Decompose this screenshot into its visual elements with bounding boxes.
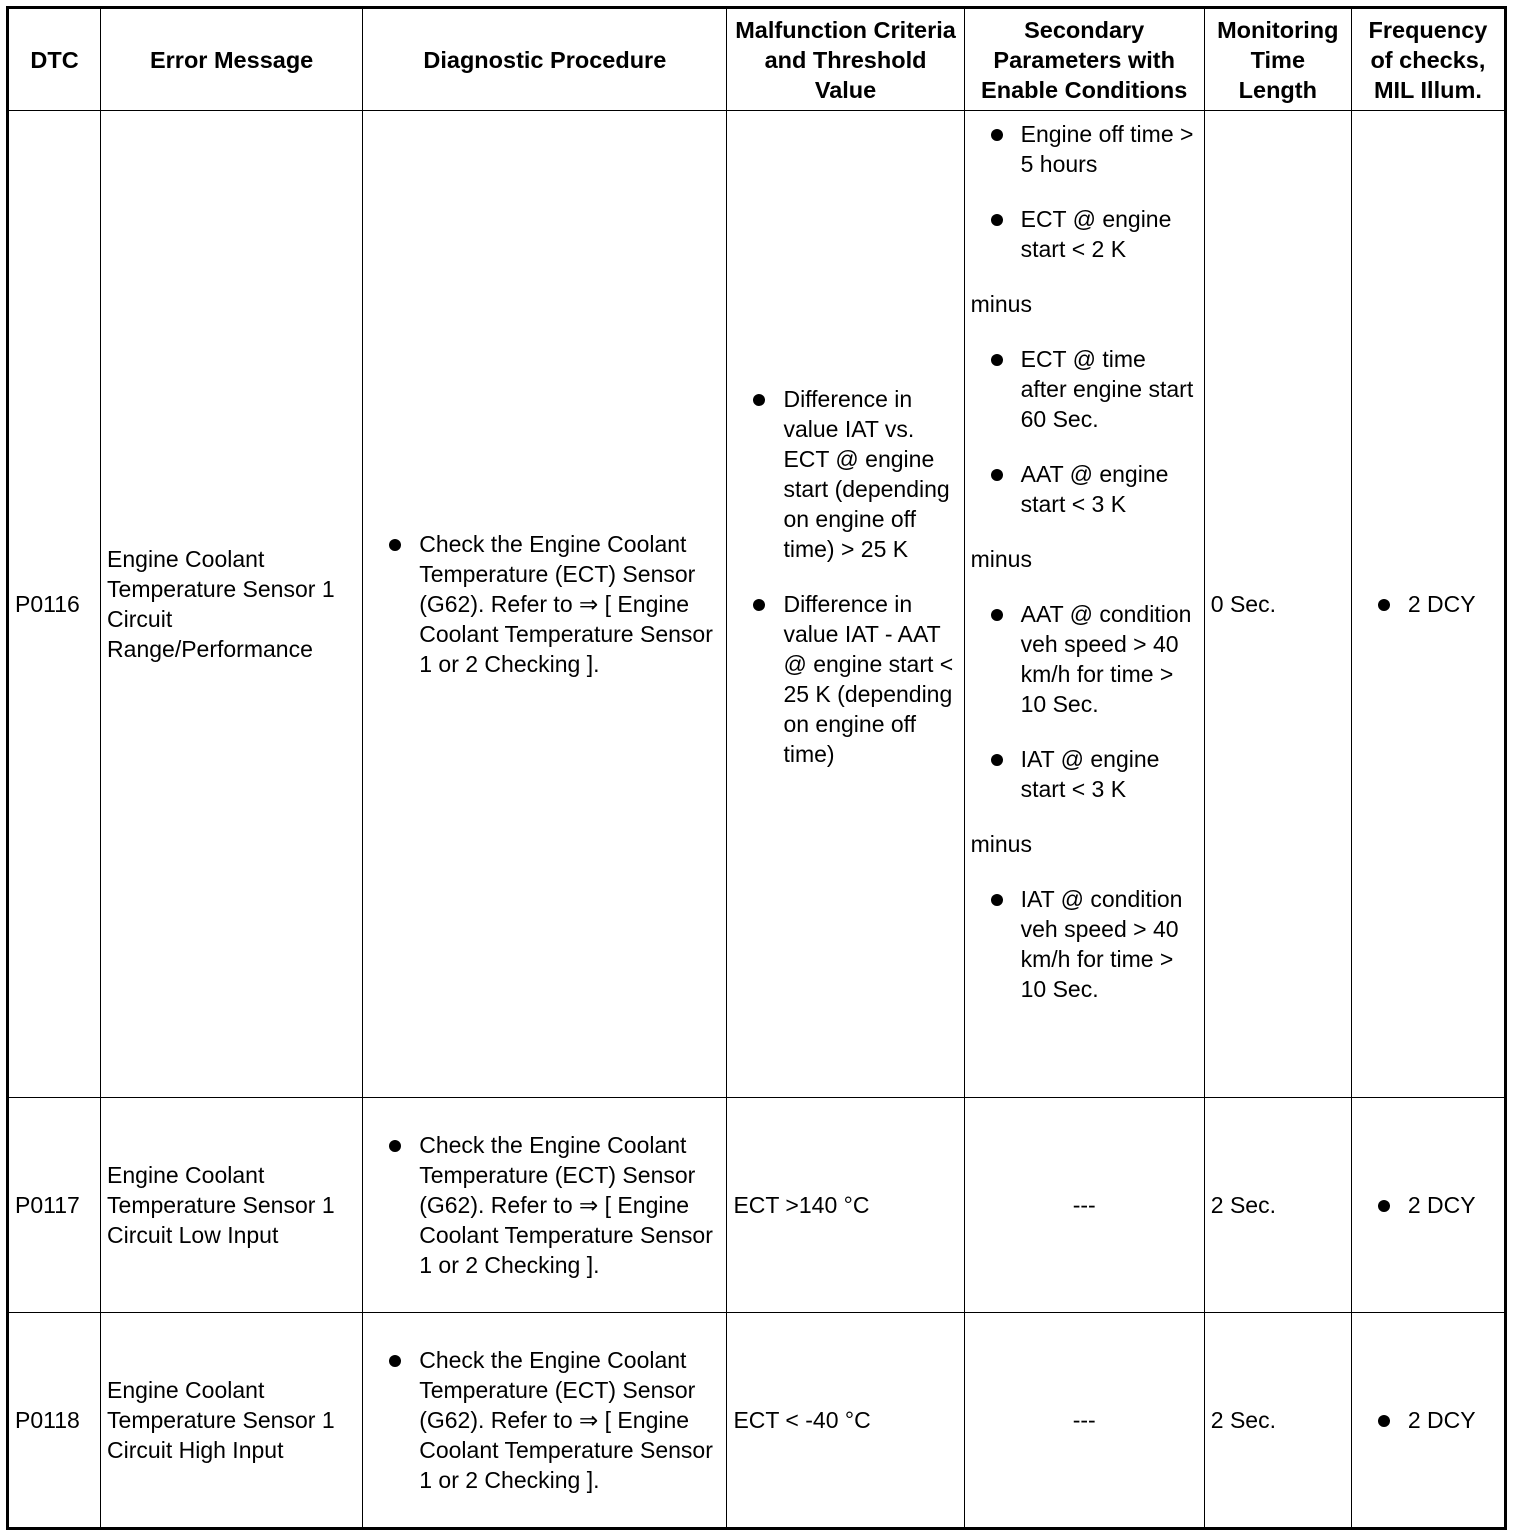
bullet-icon (991, 354, 1003, 366)
error-message: Engine Coolant Temperature Sensor 1 Circuit Range/Performance (101, 111, 363, 1098)
bullet-icon (753, 599, 765, 611)
secondary-parameters (964, 111, 1204, 1098)
bullet-icon (991, 754, 1003, 766)
frequency-text: 2 DCY (1407, 591, 1476, 617)
table-row (8, 1313, 1506, 1529)
list-item (369, 529, 720, 679)
diagnostic-procedure (363, 111, 727, 1098)
list-item (971, 459, 1198, 519)
dtc-code: P0117 (8, 1098, 101, 1313)
header-dtc: DTC (8, 8, 101, 111)
secondary-parameters: --- (964, 1313, 1204, 1529)
list-item (369, 1345, 720, 1495)
bullet-icon (753, 394, 765, 406)
criteria-text: Difference in value IAT vs. ECT @ engine start (depending on engine off time) > 25 K (783, 385, 950, 562)
header-malfunction-criteria: Malfunction Criteria and Threshold Value (727, 8, 964, 111)
condition-text: ECT @ time after engine start 60 Sec. (1020, 346, 1194, 432)
header-row (8, 8, 1506, 111)
condition-text: Engine off time > 5 hours (1020, 121, 1194, 177)
condition-text: AAT @ condition veh speed > 40 km/h for time > 10 Sec. (1020, 601, 1192, 717)
header-diagnostic-procedure: Diagnostic Procedure (363, 8, 727, 111)
procedure-text: Check the Engine Coolant Temperature (ECT) Sensor (G62). Refer to ⇒ [ Engine Coolant Temperature Sensor 1 or 2 Checking ]. (419, 1347, 713, 1493)
diagnostic-procedure (363, 1098, 727, 1313)
bullet-icon (389, 539, 401, 551)
bullet-icon (1378, 1415, 1390, 1427)
list-item (1358, 589, 1498, 619)
list-item (369, 1130, 720, 1280)
bullet-icon (1378, 599, 1390, 611)
dtc-code: P0118 (8, 1313, 101, 1529)
table-row (8, 111, 1506, 1098)
bullet-icon (1378, 1200, 1390, 1212)
header-error-message: Error Message (101, 8, 363, 111)
list-item (971, 744, 1198, 804)
frequency (1351, 1098, 1505, 1313)
condition-text: IAT @ condition veh speed > 40 km/h for time > 10 Sec. (1020, 886, 1183, 1002)
table-row (8, 1098, 1506, 1313)
malfunction-criteria (727, 111, 964, 1098)
list-item (971, 884, 1198, 1004)
frequency (1351, 1313, 1505, 1529)
list-item (1358, 1190, 1498, 1220)
minus-label: minus (970, 546, 1032, 572)
list-item (733, 589, 957, 769)
bullet-icon (991, 894, 1003, 906)
monitoring-time: 0 Sec. (1204, 111, 1351, 1098)
dtc-code: P0116 (8, 111, 101, 1098)
procedure-text: Check the Engine Coolant Temperature (ECT) Sensor (G62). Refer to ⇒ [ Engine Coolant Temperature Sensor 1 or 2 Checking ]. (419, 531, 713, 677)
condition-text: IAT @ engine start < 3 K (1020, 746, 1160, 802)
error-message: Engine Coolant Temperature Sensor 1 Circuit Low Input (101, 1098, 363, 1313)
diagnostic-procedure (363, 1313, 727, 1529)
list-item (971, 204, 1198, 264)
frequency (1351, 111, 1505, 1098)
error-message: Engine Coolant Temperature Sensor 1 Circuit High Input (101, 1313, 363, 1529)
bullet-icon (991, 214, 1003, 226)
bullet-icon (991, 129, 1003, 141)
condition-text: AAT @ engine start < 3 K (1020, 461, 1169, 517)
bullet-icon (991, 469, 1003, 481)
header-secondary-parameters: Secondary Parameters with Enable Conditions (964, 8, 1204, 111)
list-item (971, 599, 1198, 719)
header-frequency: Frequency of checks, MIL Illum. (1351, 8, 1505, 111)
bullet-icon (389, 1140, 401, 1152)
bullet-icon (991, 609, 1003, 621)
header-monitoring-time: Monitoring Time Length (1204, 8, 1351, 111)
list-item (971, 119, 1198, 179)
monitoring-time: 2 Sec. (1204, 1098, 1351, 1313)
list-item (971, 344, 1198, 434)
frequency-text: 2 DCY (1407, 1407, 1476, 1433)
bullet-icon (389, 1355, 401, 1367)
frequency-text: 2 DCY (1407, 1192, 1476, 1218)
procedure-text: Check the Engine Coolant Temperature (ECT) Sensor (G62). Refer to ⇒ [ Engine Coolant Temperature Sensor 1 or 2 Checking ]. (419, 1132, 713, 1278)
list-item (733, 384, 957, 564)
criteria-text: Difference in value IAT - AAT @ engine start < 25 K (depending on engine off time) (783, 590, 954, 767)
minus-label: minus (970, 831, 1032, 857)
secondary-parameters: --- (964, 1098, 1204, 1313)
minus-label: minus (970, 291, 1032, 317)
condition-text: ECT @ engine start < 2 K (1020, 206, 1172, 262)
malfunction-criteria: ECT >140 °C (727, 1098, 964, 1313)
monitoring-time: 2 Sec. (1204, 1313, 1351, 1529)
malfunction-criteria: ECT < -40 °C (727, 1313, 964, 1529)
list-item (1358, 1405, 1498, 1435)
dtc-table (6, 6, 1507, 1530)
